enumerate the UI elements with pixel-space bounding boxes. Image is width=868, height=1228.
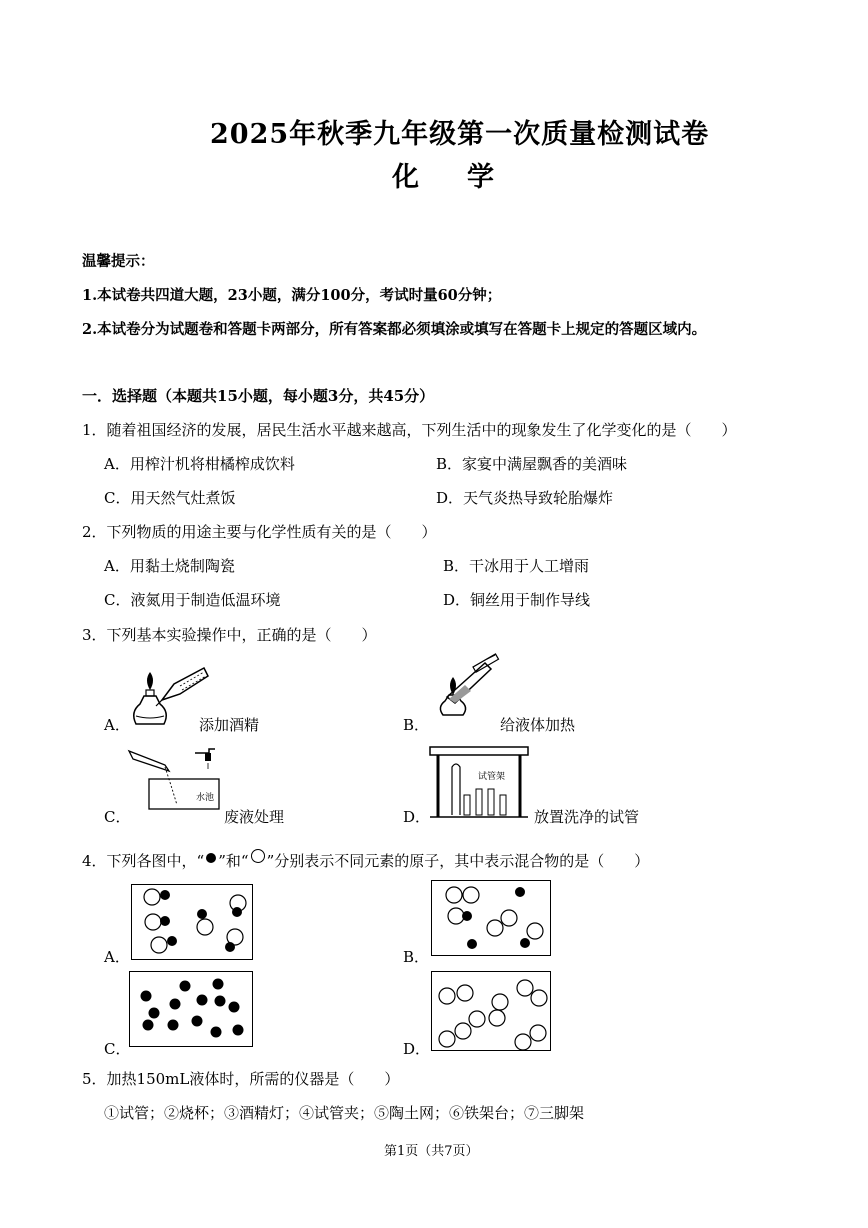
molecule-diagram-d bbox=[432, 972, 552, 1052]
test-tube-rack-label: 试管架 bbox=[478, 772, 506, 782]
black-atom-icon bbox=[206, 853, 216, 863]
question-1-stem: 1．随着祖国经济的发展，居民生活水平越来越高，下列生活中的现象发生了化学变化的是（ ） bbox=[82, 421, 737, 439]
page-footer: 第1页（共7页） bbox=[384, 1144, 479, 1159]
test-tube-rack-illustration bbox=[430, 745, 530, 820]
exam-title: 2025年秋季九年级第一次质量检测试卷 bbox=[210, 119, 710, 150]
question-2-stem: 2．下列物质的用途主要与化学性质有关的是（ ） bbox=[82, 523, 437, 541]
question-3-caption-a: 添加酒精 bbox=[199, 716, 260, 734]
question-3-caption-b: 给液体加热 bbox=[500, 716, 576, 734]
question-3-option-d[interactable]: D． bbox=[403, 808, 431, 826]
question-1-option-d[interactable]: D．天气炎热导致轮胎爆炸 bbox=[436, 489, 614, 507]
question-3-caption-d: 放置洗净的试管 bbox=[534, 808, 640, 826]
question-4-option-b[interactable]: B． bbox=[403, 948, 430, 966]
question-2-option-a[interactable]: A．用黏土烧制陶瓷 bbox=[104, 557, 235, 575]
question-3-option-a[interactable]: A． bbox=[104, 716, 130, 734]
section-heading: 一．选择题（本题共15小题，每小题3分，共45分） bbox=[82, 387, 435, 405]
question-4-option-d[interactable]: D． bbox=[403, 1040, 431, 1058]
tip-item-1: 1.本试卷共四道大题，23小题，满分100分，考试时量60分钟； bbox=[82, 287, 502, 304]
question-3-option-b[interactable]: B． bbox=[403, 716, 430, 734]
question-3-stem: 3．下列基本实验操作中，正确的是（ ） bbox=[82, 626, 377, 644]
question-1-option-b[interactable]: B．家宴中满屋飘香的美酒味 bbox=[436, 455, 628, 473]
question-1-option-a[interactable]: A．用榨汁机将柑橘榨成饮料 bbox=[104, 455, 295, 473]
question-3-option-c[interactable]: C． bbox=[104, 808, 131, 826]
question-4-stem bbox=[82, 849, 649, 871]
tip-item-2: 2.本试卷分为试题卷和答题卡两部分，所有答案都必须填涂或填写在答题卡上规定的答题区域内。 bbox=[82, 321, 707, 338]
molecule-diagram-a bbox=[132, 885, 254, 961]
molecule-diagram-c bbox=[130, 972, 254, 1048]
water-sink-label: 水池 bbox=[196, 793, 215, 803]
tips-heading: 温馨提示： bbox=[82, 253, 155, 270]
question-2-option-d[interactable]: D．铜丝用于制作导线 bbox=[443, 591, 591, 609]
question-3-caption-c: 废液处理 bbox=[224, 808, 285, 826]
question-4-stem-part3: ”分别表示不同元素的原子，其中表示混合物的是（ ） bbox=[266, 852, 650, 870]
white-atom-icon bbox=[251, 849, 265, 863]
question-5-stem: 5．加热150mL液体时，所需的仪器是（ ） bbox=[82, 1070, 400, 1088]
molecule-box-a bbox=[131, 884, 253, 960]
question-4-stem-part2: ”和“ bbox=[218, 852, 249, 870]
exam-subject: 化学 bbox=[392, 162, 542, 193]
molecule-box-d bbox=[431, 971, 551, 1051]
molecule-box-b bbox=[431, 880, 551, 956]
molecule-diagram-b bbox=[432, 881, 552, 957]
question-2-option-b[interactable]: B．干冰用于人工增雨 bbox=[443, 557, 590, 575]
question-4-stem-part1: 4．下列各图中，“ bbox=[82, 852, 205, 870]
question-4-option-a[interactable]: A． bbox=[104, 948, 130, 966]
question-4-option-c[interactable]: C． bbox=[104, 1040, 131, 1058]
molecule-box-c bbox=[129, 971, 253, 1047]
waste-liquid-disposal-illustration bbox=[125, 745, 235, 810]
question-1-option-c[interactable]: C．用天然气灶煮饭 bbox=[104, 489, 236, 507]
test-tube-heating-illustration bbox=[425, 655, 505, 730]
question-2-option-c[interactable]: C．液氮用于制造低温环境 bbox=[104, 591, 281, 609]
question-5-instrument-list: ①试管；②烧杯；③酒精灯；④试管夹；⑤陶土网；⑥铁架台；⑦三脚架 bbox=[104, 1104, 585, 1122]
